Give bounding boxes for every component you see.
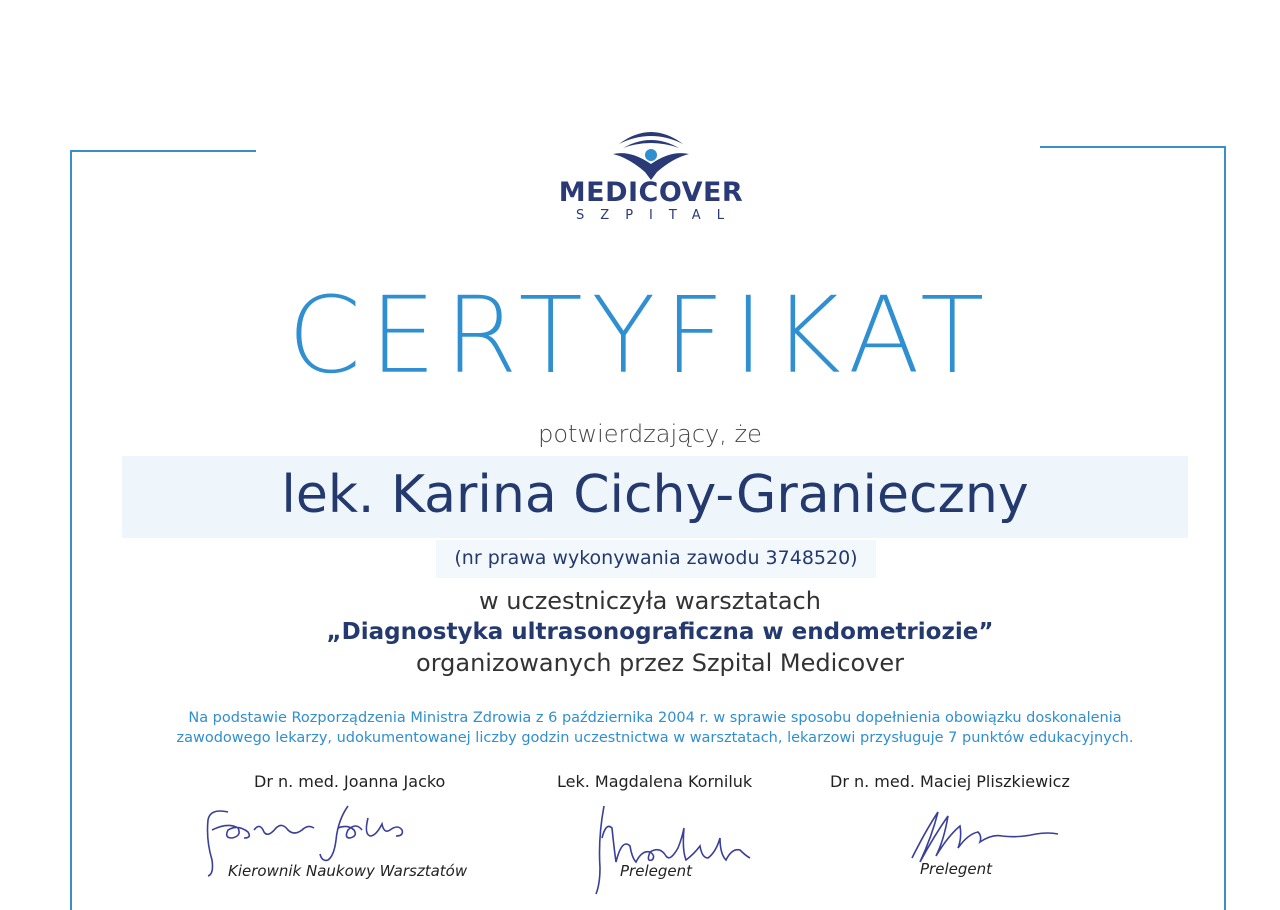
signer-role-2: Prelegent (620, 862, 692, 880)
confirm-text: potwierdzający, że (538, 420, 762, 448)
logo-subtitle: SZPITAL (576, 208, 740, 223)
legal-note (160, 708, 1150, 748)
signer-name-3: Dr n. med. Maciej Pliszkiewicz (830, 772, 1070, 791)
legal-line-1: Na podstawie Rozporządzenia Ministra Zdrowia z 6 października 2004 r. w sprawie sposobu dopełnienia obowiązku doskonalenia (188, 710, 1122, 726)
logo-name: MEDICOVER (558, 177, 744, 208)
signer-role-3: Prelegent (920, 860, 992, 878)
signature-3 (898, 806, 1068, 866)
frame-top-right (1040, 146, 1226, 148)
signer-role-1: Kierownik Naukowy Warsztatów (228, 862, 468, 880)
medicover-logo (540, 122, 762, 224)
certificate-title: CERTYFIKAT (287, 274, 993, 397)
organizer-text: organizowanych przez Szpital Medicover (416, 649, 904, 677)
medicover-emblem-icon (611, 122, 691, 182)
legal-line-2: zawodowego lekarzy, udokumentowanej liczby godzin uczestnictwa w warsztatach, lekarzowi przysługuje 7 punktów edukacyjnych. (176, 730, 1134, 746)
signature-2 (570, 798, 770, 898)
participation-text: w uczestniczyła warsztatach (479, 587, 821, 615)
recipient-name: lek. Karina Cichy-Granieczny (281, 465, 1029, 525)
license-number: (nr prawa wykonywania zawodu 3748520) (454, 547, 858, 569)
workshop-title: „Diagnostyka ultrasonograficzna w endometriozie” (326, 619, 994, 645)
frame-top-left (70, 150, 256, 152)
signer-name-1: Dr n. med. Joanna Jacko (254, 772, 446, 791)
signer-name-2: Lek. Magdalena Korniluk (557, 772, 753, 791)
